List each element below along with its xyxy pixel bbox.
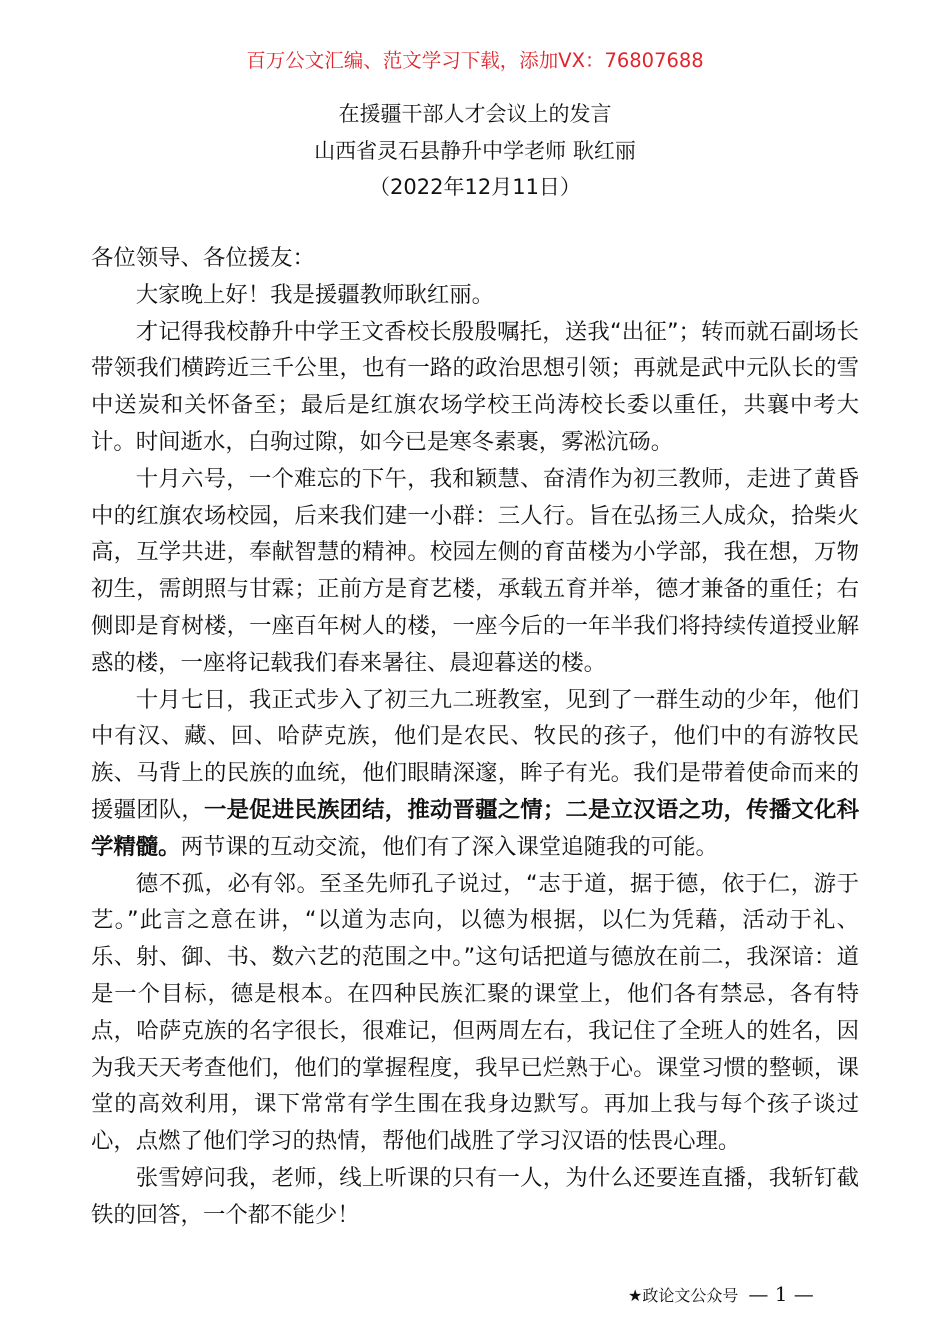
document-body <box>91 240 859 1234</box>
date-line: （2022年12月11日） <box>369 175 581 199</box>
download-banner: 百万公文汇编、范文学习下载，添加VX：76807688 <box>246 49 704 72</box>
paragraph: 才记得我校静升中学王文香校长殷殷嘱托，送我“出征”；转而就石副场长带领我们横跨近三千公里，也有一路的政治思想引领；再就是武中元队长的雪中送炭和关怀备至；最后是红旗农场学校王尚涛校长委以重任，共襄中考大计。时间逝水，白驹过隙，如今已是寒冬素裹，雾淞沆砀。 <box>91 318 859 455</box>
paragraph-bold-text: 一是促进民族团结，推动晋疆之情；二是立汉语之功，传播文化科学精髓。 <box>91 796 860 860</box>
paragraph <box>91 682 859 866</box>
salutation: 各位领导、各位援友： <box>91 245 315 271</box>
paragraph-text: 两节课的互动交流，他们有了深入课堂追随我的可能。 <box>180 833 718 860</box>
paragraph: 德不孤，必有邻。至圣先师孔子说过，“志于道，据于德，依于仁，游于艺。”此言之意在讲，“以道为志向，以德为根据，以仁为凭藉，活动于礼、乐、射、御、书、数六艺的范围之中。”这句话把道与德放在前二，我深谙：道是一个目标，德是根本。在四种民族汇聚的课堂上，他们各有禁忌，各有特点，哈萨克族的名字很长，很难记，但两周左右，我记住了全班人的姓名，因为我天天考查他们，他们的掌握程度，我早已烂熟于心。课堂习惯的整顿，课堂的高效利用，课下常常有学生围在我身边默写。再加上我与每个孩子谈过心，点燃了他们学习的热情，帮他们战胜了学习汉语的怯畏心理。 <box>91 870 859 1155</box>
document-title: 在援疆干部人才会议上的发言 <box>338 102 612 126</box>
paragraph: 张雪婷问我，老师，线上听课的只有一人，为什么还要连直播，我斩钉截铁的回答，一个都不能少！ <box>91 1164 859 1228</box>
page-footer <box>628 1282 814 1306</box>
author-line: 山西省灵石县静升中学老师 耿红丽 <box>314 139 636 163</box>
footer-source: ★政论文公众号 <box>628 1286 739 1305</box>
paragraph: 十月六号，一个难忘的下午，我和颖慧、奋清作为初三教师，走进了黄昏中的红旗农场校园，后来我们建一小群：三人行。旨在弘扬三人成众，拾柴火高，互学共进，奉献智慧的精神。校园左侧的育苗楼为小学部，我在想，万物初生，需朗照与甘霖；正前方是育艺楼，承载五育并举，德才兼备的重任；右侧即是育树楼，一座百年树人的楼，一座今后的一年半我们将持续传道授业解惑的楼，一座将记载我们春来暑往、晨迎暮送的楼。 <box>91 465 859 676</box>
paragraph-text: 十月七日，我正式步入了初三九二班教室，见到了一群生动的少年，他们中有汉、藏、回、哈萨克族，他们是农民、牧民的孩子，他们中的有游牧民族、马背上的民族的血统，他们眼睛深邃，眸子有光。我们是带着使命而来的援疆团队， <box>91 686 859 823</box>
paragraph: 大家晚上好！我是援疆教师耿红丽。 <box>135 281 495 308</box>
page-number: — 1 — <box>748 1282 814 1306</box>
